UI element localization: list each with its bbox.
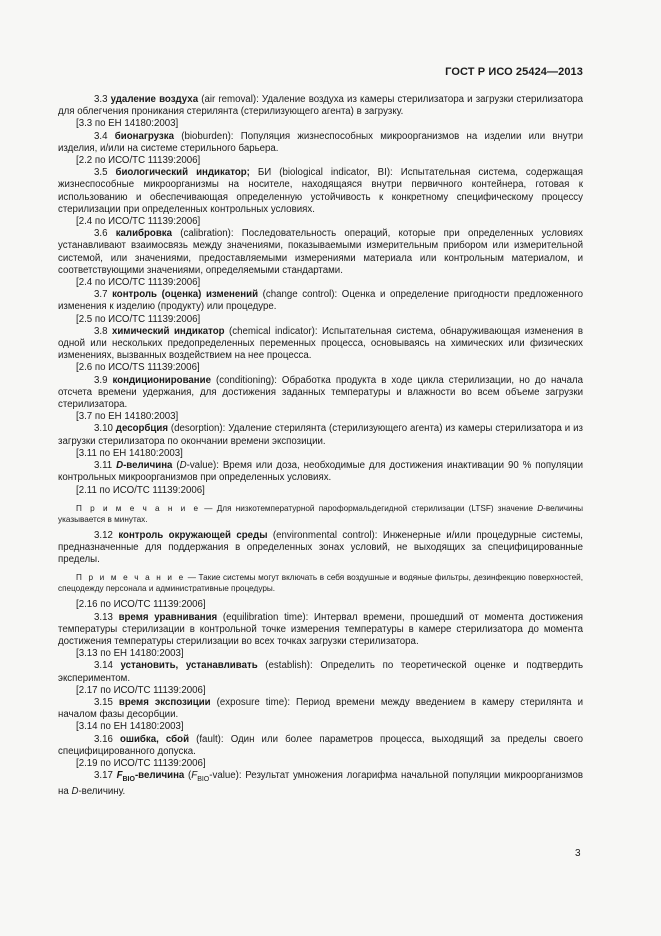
reference: [2.17 по ИСО/ТС 11139:2006] bbox=[76, 684, 206, 696]
definition-3-8: 3.8 химический индикатор (chemical indicator): Испытательная система, обнаруживающая изменения в одной или нескольких предопределенных переменных процесса, основываясь на химических или физических изменениях, вызванных воздействием на нее процесса. bbox=[58, 325, 583, 362]
definition-3-10: 3.10 десорбция (desorption): Удаление стерилянта (стерилизующего агента) из камеры стерилизатора и из загрузки стерилизатора по окончании времени экспозиции. bbox=[58, 423, 583, 447]
definition-3-14: 3.14 установить, устанавливать (establish): Определить по теоретической оценке и подтвердить экспериментом. bbox=[58, 660, 583, 684]
reference: [2.19 по ИСО/ТС 11139:2006] bbox=[76, 757, 206, 769]
reference: [2.11 по ИСО/ТС 11139:2006] bbox=[76, 484, 205, 496]
reference: [2.5 по ИСО/ТС 11139:2006] bbox=[76, 313, 201, 325]
reference: [2.6 по ИСО/TS 11139:2006] bbox=[76, 362, 200, 374]
reference: [2.4 по ИСО/ТС 11139:2006] bbox=[76, 216, 201, 228]
reference: [3.13 по ЕН 14180:2003] bbox=[76, 648, 184, 660]
page-number: 3 bbox=[575, 848, 581, 859]
definition-3-9: 3.9 кондиционирование (conditioning): Обработка продукта в ходе цикла стерилизации, но до начала отсчета времени удержания, для достижения заданных температуры и влажности во всем объеме загрузки стерилизатора. bbox=[58, 374, 583, 411]
definition-3-15: 3.15 время экспозиции (exposure time): Период времени между введением в камеру стерилянта и началом фазы десорбции. bbox=[58, 696, 583, 721]
reference: [2.4 по ИСО/ТС 11139:2006] bbox=[76, 277, 201, 289]
definition-3-16: 3.16 ошибка, сбой (fault): Один или более параметров процесса, выходящий за пределы своего специфицированного допуска. bbox=[58, 733, 583, 757]
reference: [3.7 по ЕН 14180:2003] bbox=[76, 411, 179, 423]
definition-3-12: 3.12 контроль окружающей среды (environmental control): Инженерные и/или процедурные системы, предназначенные для поддержания в определенных зонах условий, не выходящих за специфицированные пределы. bbox=[58, 529, 583, 566]
definition-3-3: 3.3 удаление воздуха (air removal): Удаление воздуха из камеры стерилизатора и загрузки стерилизатора для облегчения проникания стерилянта (стерилизующего агента) в загрузку. bbox=[58, 94, 583, 118]
document-body bbox=[58, 94, 583, 799]
definition-3-17: 3.17 $F_{BIO}$-величина $(F_{BIO}-value)$: Результат умножения логарифма начальной популяции микроорганизмов на D-величину. bbox=[58, 770, 583, 798]
reference: [3.11 по ЕН 14180:2003] bbox=[76, 447, 183, 459]
reference: [2.2 по ИСО/ТС 11139:2006] bbox=[76, 155, 201, 167]
note: П р и м е ч а н и е — Для низкотемпературной парoформальдегидной стерилизации (LTSF) значение D-величины указывается в минутах. bbox=[58, 503, 583, 524]
reference: [3.3 по ЕН 14180:2003] bbox=[76, 118, 179, 130]
definition-3-5: 3.5 биологический индикатор; БИ (biological indicator, BI): Испытательная система, содержащая жизнеспособные микроорганизмы на носителе, находящаяся внутри первичного контейнера, готовая к использованию и обеспечивающая определенную устойчивость к конкретному специфическому процессу стерилизации при определенных контрольных условиях. bbox=[58, 167, 583, 215]
reference: [2.16 по ИСО/ТС 11139:2006] bbox=[76, 599, 206, 611]
definition-3-11: 3.11 D-величина (D-value): Время или доза, необходимые для достижения инактивации 90 % популяции контрольных микроорганизмов при определенных условиях. bbox=[58, 460, 584, 484]
definition-3-6: 3.6 калибровка (calibration): Последовательность операций, которые при определенных условиях устанавливают взаимосвязь между значениями, показываемыми измерительным прибором или измерительной системой, или значениями, предоставляемыми измерениями материала или контрольным материалом, и соответствующими значениями, определяемыми стандартами. bbox=[58, 228, 583, 276]
definition-3-7: 3.7 контроль (оценка) изменений (change control): Оценка и определение пригодности предложенного изменения к изделию (продукту) или процедуре. bbox=[58, 289, 583, 313]
definition-3-4: 3.4 бионагрузка (bioburden): Популяция жизнеспособных микроорганизмов на изделии или внутри изделия, и/или на системе стерильного барьера. bbox=[58, 130, 583, 154]
reference: [3.14 по ЕН 14180:2003] bbox=[76, 721, 184, 733]
document-header: ГОСТ Р ИСО 25424—2013 bbox=[445, 66, 583, 78]
definition-3-13: 3.13 время уравнивания (equilibration time): Интервал времени, прошедший от момента достижения температуры стерилизации в контрольной точке измерения температуры в камере стерилизатора до момента достижения температуры стерилизации во всех точках загрузки стерилизатора. bbox=[58, 611, 583, 647]
note: П р и м е ч а н и е — Такие системы могут включать в себя воздушные и водяные фильтры, дезинфекцию поверхностей, спецодежду персонала и административные процедуры. bbox=[58, 573, 583, 594]
